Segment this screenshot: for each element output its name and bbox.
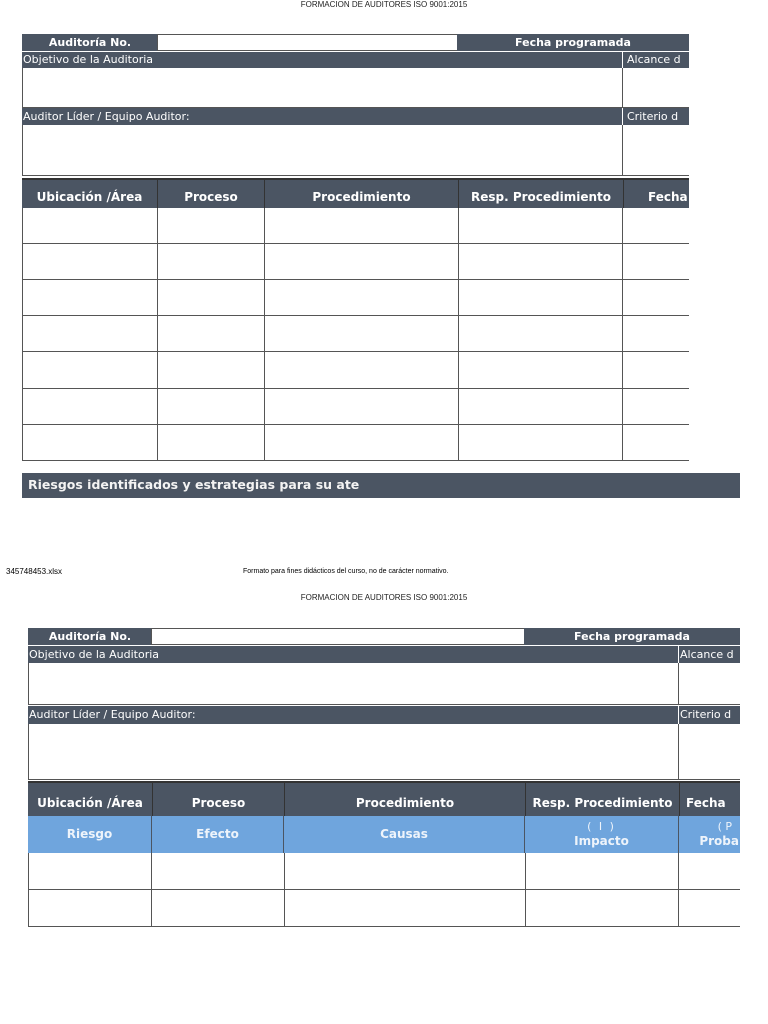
col-impacto-label: Impacto [574, 834, 629, 848]
alcance-label-2: Alcance d [679, 646, 740, 663]
col-impacto-symbol: ( I ) [587, 820, 616, 833]
criterio-field[interactable] [622, 125, 689, 176]
objetivo-field[interactable] [22, 68, 623, 108]
auditoria-input[interactable] [157, 34, 458, 51]
alcance-field-2[interactable] [678, 663, 740, 705]
col-riesgo: Riesgo [28, 816, 152, 853]
auditor-label-2: Auditor Líder / Equipo Auditor: [28, 706, 678, 724]
col-fecha: Fecha [623, 178, 689, 208]
auditor-label: Auditor Líder / Equipo Auditor: [22, 108, 622, 125]
col-procedimiento: Procedimiento [264, 178, 458, 208]
col-impacto [525, 816, 679, 853]
col-proceso-2: Proceso [152, 781, 284, 816]
col-probabilidad-label: Proba [699, 834, 739, 848]
fecha-programada-label-2: Fecha programada [524, 628, 740, 645]
col-resp-procedimiento-2: Resp. Procedimiento [525, 781, 679, 816]
col-fecha-2: Fecha [679, 781, 740, 816]
alcance-field[interactable] [622, 68, 689, 108]
footer-filename: 345748453.xlsx [6, 567, 63, 576]
criterio-field-2[interactable] [678, 724, 740, 780]
col-probabilidad-symbol: ( P [717, 820, 732, 833]
auditoria-input-2[interactable] [151, 628, 525, 645]
auditoria-label-2: Auditoría No. [28, 628, 152, 645]
fecha-programada-label: Fecha programada [457, 34, 689, 51]
criterio-label-2: Criterio d [679, 706, 740, 724]
footer-note: Formato para fines didácticos del curso, no de carácter normativo. [243, 568, 449, 575]
riesgos-title: Riesgos identificados y estrategias para su ate [22, 473, 740, 498]
page-1-header-title: FORMACION DE AUDITORES ISO 9001:2015 [300, 0, 468, 9]
col-efecto: Efecto [152, 816, 284, 853]
col-resp-procedimiento: Resp. Procedimiento [458, 178, 623, 208]
auditor-field-2[interactable] [28, 724, 679, 780]
objetivo-label: Objetivo de la Auditoria [22, 52, 622, 68]
col-ubicacion: Ubicación /Área [22, 178, 157, 208]
col-procedimiento-2: Procedimiento [284, 781, 525, 816]
alcance-label: Alcance d [623, 52, 689, 68]
auditor-field[interactable] [22, 125, 623, 176]
page-2-header-title: FORMACION DE AUDITORES ISO 9001:2015 [300, 593, 468, 602]
col-probabilidad [679, 816, 740, 853]
col-proceso: Proceso [157, 178, 264, 208]
col-causas: Causas [284, 816, 525, 853]
col-ubicacion-2: Ubicación /Área [28, 781, 152, 816]
objetivo-field-2[interactable] [28, 663, 679, 705]
criterio-label: Criterio d [623, 108, 689, 125]
objetivo-label-2: Objetivo de la Auditoria [28, 646, 678, 663]
auditoria-label: Auditoría No. [22, 34, 158, 51]
